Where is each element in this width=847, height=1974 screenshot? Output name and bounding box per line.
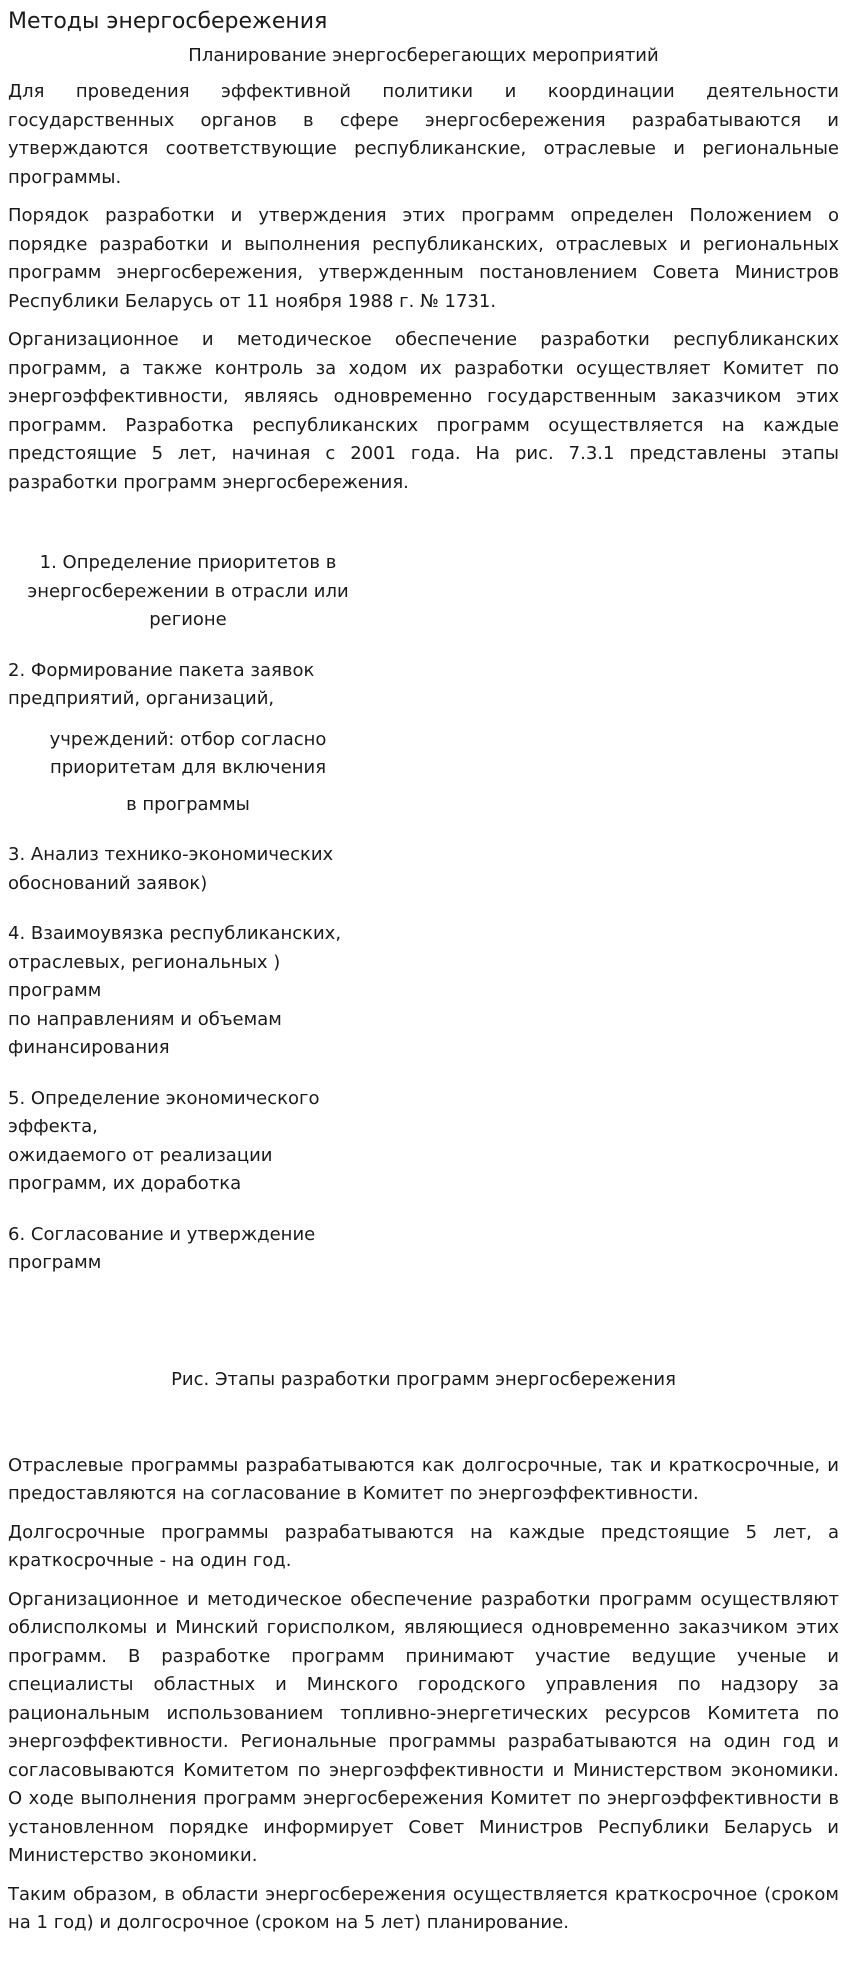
paragraph-procedure: Порядок разработки и утверждения этих программ определен Положением о порядке разработки и выполнения республиканских, отраслевых и региональных программ энергосбережения, утвержденным постановлением Совета Министров Республики Беларусь от 11 ноября 1988 г. № 1731. [8,205,839,312]
paragraph-organization: Организационное и методическое обеспечение разработки республиканских программ, а также контроль за ходом их разработки осуществляет Комитет по энергоэффективности, являясь одновременно государственным заказчиком этих программ. Разработка республиканских программ осуществляется на каждые предстоящие 5 лет, начиная с 2001 года. На рис. 7.3.1 представлены этапы разработки программ энергосбережения. [8,329,839,493]
diagram-step-4-programs: программ [8,980,102,1001]
diagram-step-2-tail: в программы [126,793,250,815]
paragraph-program-terms: Долгосрочные программы разрабатываются на каждые предстоящие 5 лет, а краткосрочные - на один год. [8,1521,839,1571]
paragraph-regional-programs: Организационное и методическое обеспечение разработки программ осуществляют облисполкомы и Минский горисполком, являющиеся одновременно заказчиком этих программ. В разработке программ принимают участие ведущие ученые и специалисты областных и Минского городского управления по надзору за рациональным использованием топливно-энергетических ресурсов Комитета по энергоэффективности. Региональные программы разрабатываются на один год и согласовываются Комитетом по энергоэффективности и Министерством экономики. О ходе выполнения программ энергосбережения Комитет по энергоэффективности в установленном порядке информирует Совет Министров Республики Беларусь и Министерство экономики. [8,1588,839,1866]
stages-diagram [8,549,368,1278]
paragraph-branch-programs: Отраслевые программы разрабатываются как долгосрочные, так и краткосрочные, и предоставляются на согласование в Комитет по энергоэффективности. [8,1454,839,1504]
diagram-step-2-heading: 2. Формирование пакета заявок предприятий, организаций, [8,659,315,709]
diagram-step-6: 6. Согласование и утверждение программ [8,1223,316,1273]
diagram-step-2-detail: учреждений: отбор согласно приоритетам для включения [49,728,327,778]
section-subtitle: Планирование энергосберегающих мероприятий [188,45,659,66]
diagram-step-3: 3. Анализ технико-экономических обоснований заявок) [8,844,334,894]
diagram-step-4-detail: по направлениям и объемам финансирования [8,1008,282,1058]
paragraph-programs-intro: Для проведения эффективной политики и координации деятельности государственных органов в сфере энергосбережения разрабатываются и утверждаются соответствующие республиканские, отраслевые и региональные программы. [8,81,839,188]
diagram-step-1: 1. Определение приоритетов в энергосбережении в отрасли или регионе [27,552,349,630]
paragraph-conclusion: Таким образом, в области энергосбережения осуществляется краткосрочное (сроком на 1 год) и долгосрочное (сроком на 5 лет) планирование. [8,1883,839,1933]
diagram-step-4-heading: 4. Взаимоувязка республиканских, отраслевых, региональных ) [8,923,342,973]
document-page [8,0,839,1948]
page-title: Методы энергосбережения [8,9,328,34]
diagram-step-5-detail: ожидаемого от реализации программ, их доработка [8,1144,273,1194]
figure-caption: Рис. Этапы разработки программ энергосбережения [171,1368,676,1390]
diagram-step-5-heading: 5. Определение экономического эффекта, [8,1087,320,1137]
